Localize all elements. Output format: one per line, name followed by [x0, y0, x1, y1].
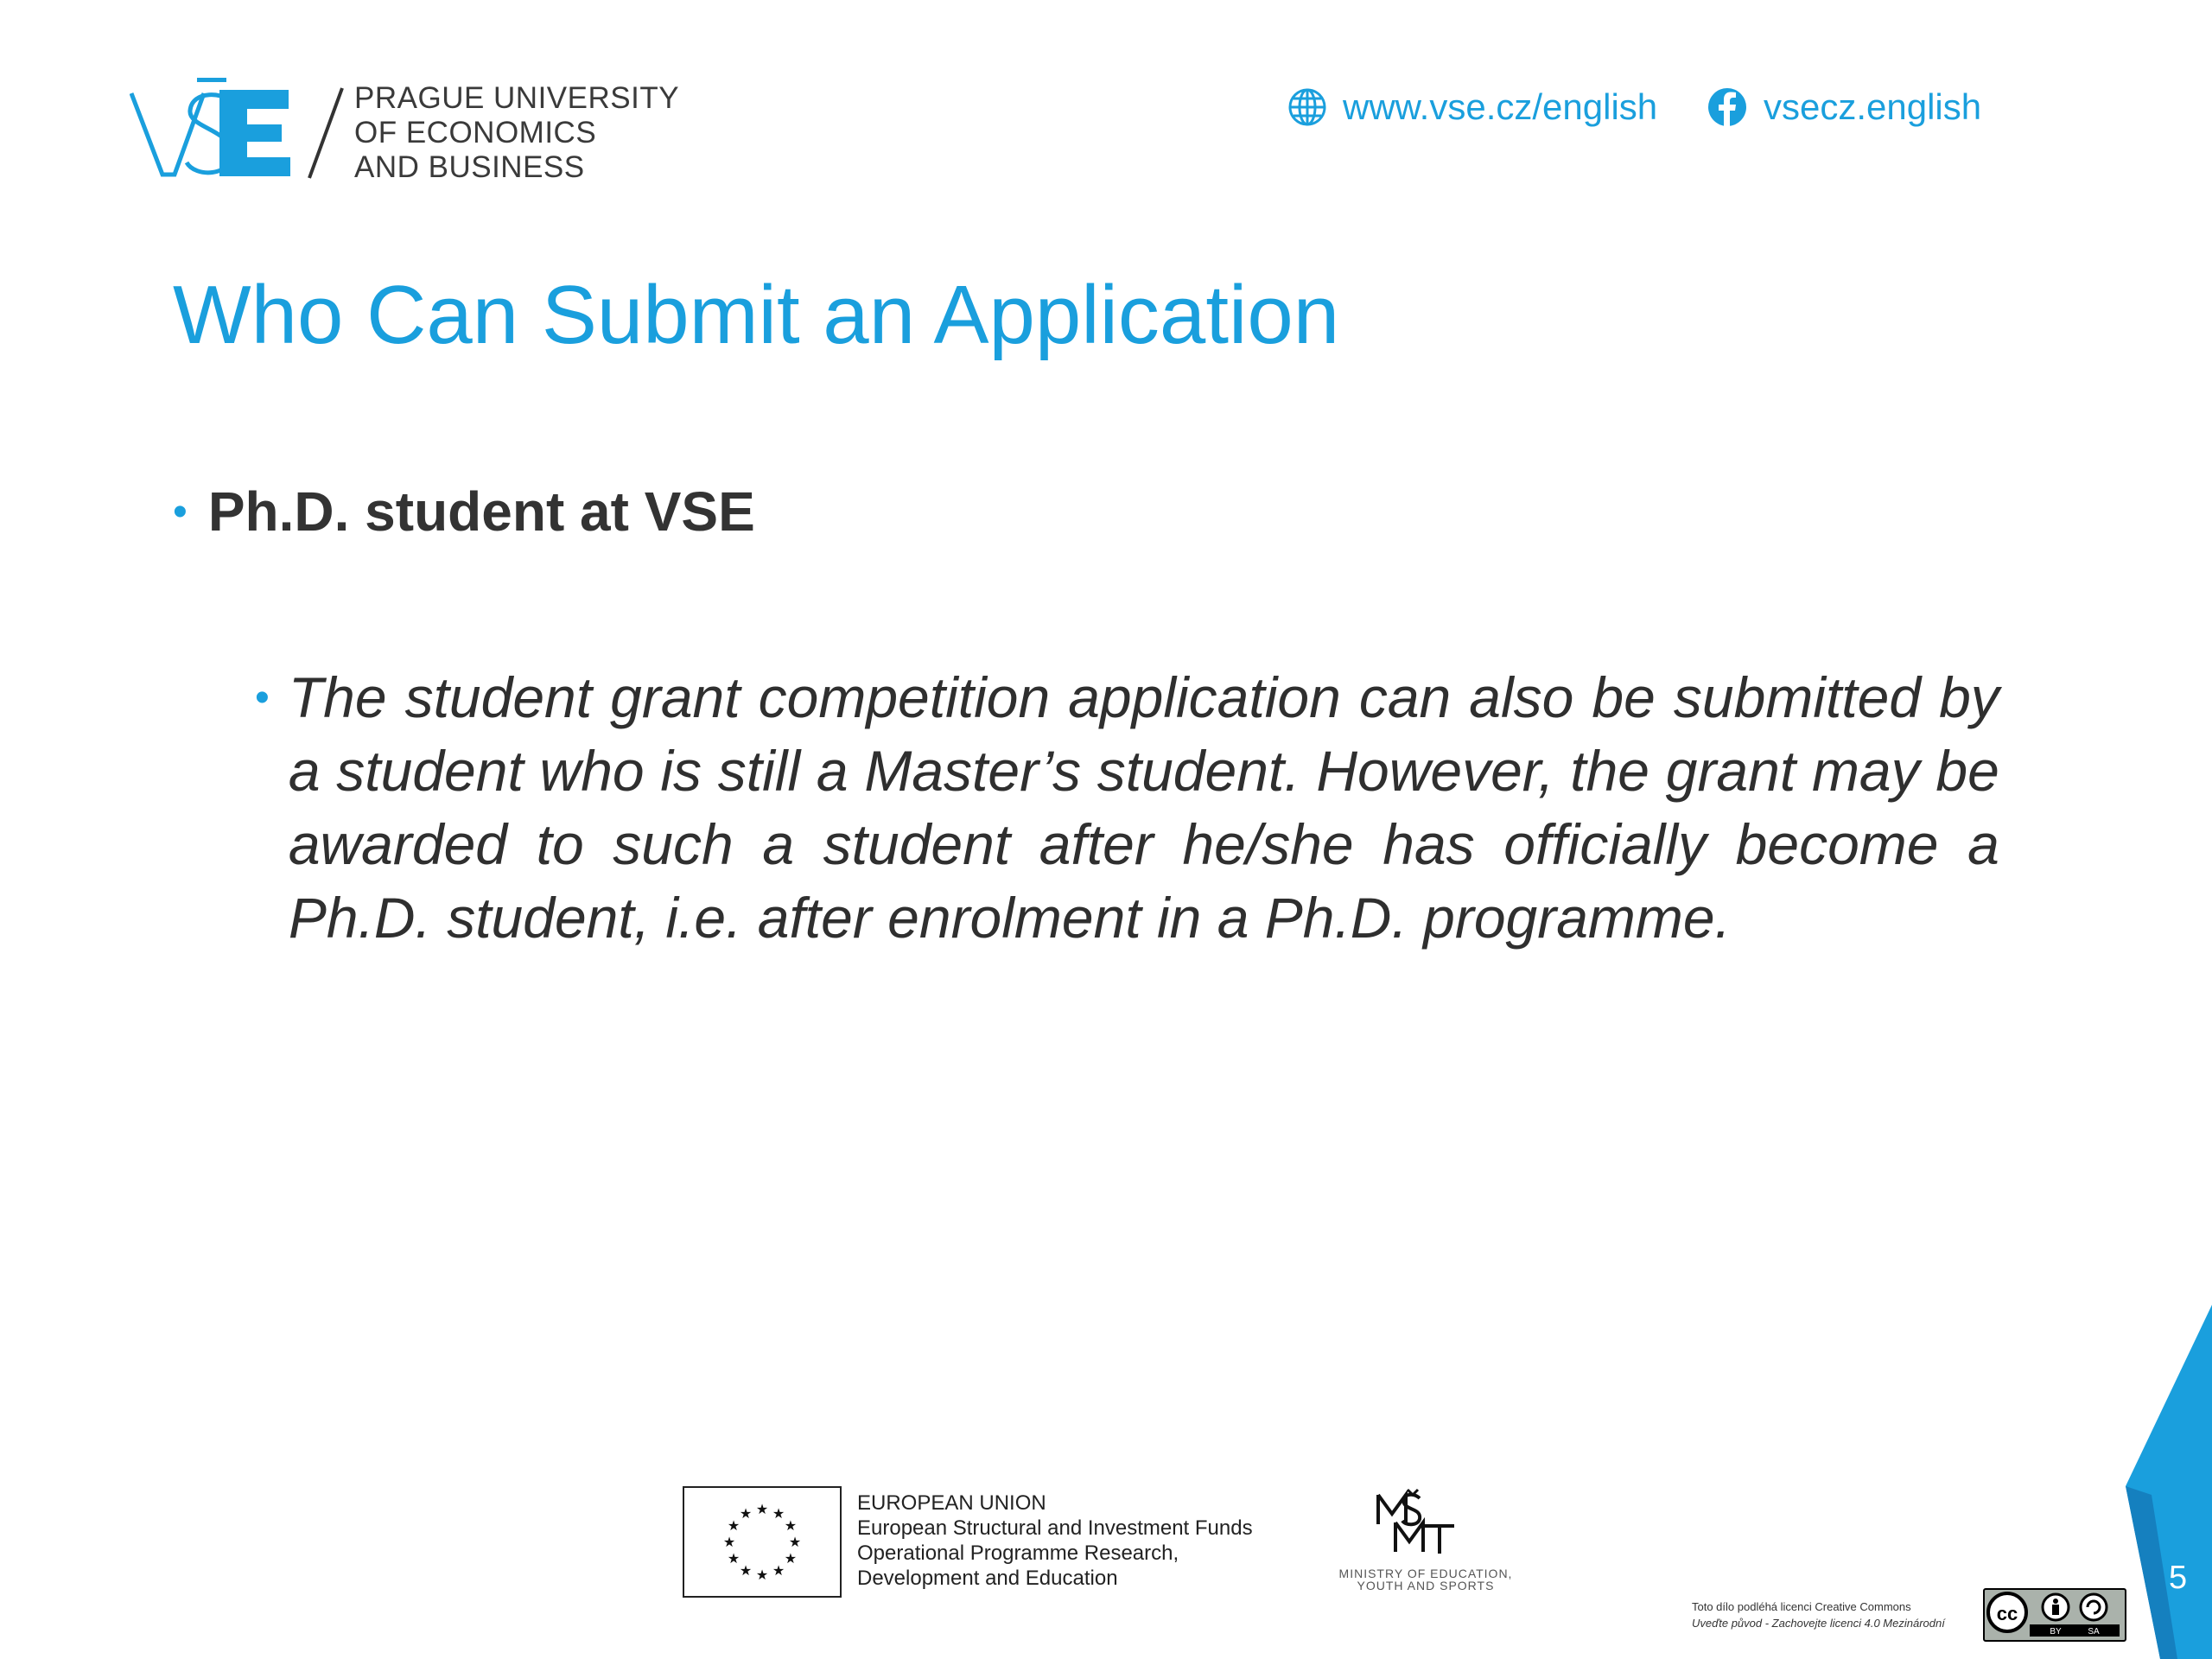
- eu-stars-icon: [684, 1488, 840, 1596]
- eu-star: ★: [788, 1534, 802, 1550]
- university-name-line: PRAGUE UNIVERSITY: [354, 81, 680, 115]
- bullet-level-1: [173, 480, 755, 543]
- eu-flag-logo: [683, 1486, 842, 1598]
- license-text-line: Uveďte původ - Zachovejte licenci 4.0 Mezinárodní: [1692, 1617, 1945, 1630]
- eu-star: ★: [784, 1550, 798, 1567]
- eu-star: ★: [784, 1517, 798, 1534]
- eu-star: ★: [772, 1561, 785, 1579]
- eu-funding-text: [857, 1491, 1253, 1591]
- msmt-mark-icon: [1318, 1488, 1534, 1566]
- license-text: [1692, 1599, 1945, 1631]
- cc-by-label: BY: [2050, 1627, 2062, 1637]
- eu-star: ★: [727, 1550, 741, 1567]
- license-text-line: Toto dílo podléhá licenci Creative Commons: [1692, 1600, 1911, 1613]
- eu-star: ★: [739, 1505, 753, 1522]
- ministry-logo: [1318, 1488, 1534, 1592]
- eu-star: ★: [722, 1534, 736, 1550]
- bullet-dot: •: [173, 488, 188, 535]
- facebook-link[interactable]: [1707, 83, 1981, 131]
- website-link[interactable]: [1287, 83, 1657, 131]
- cc-sa-label: SA: [2088, 1627, 2100, 1637]
- svg-text:cc: cc: [1996, 1603, 2018, 1624]
- eu-star: ★: [739, 1561, 753, 1579]
- eu-star: ★: [755, 1567, 769, 1583]
- globe-icon: [1287, 87, 1327, 127]
- vse-logo-mark: [130, 78, 354, 190]
- page-number: 5: [2169, 1560, 2188, 1596]
- creative-commons-icon: [1985, 1590, 2125, 1640]
- eu-star: ★: [727, 1517, 741, 1534]
- bullet-2-text: The student grant competition application can also be submitted by a student who is still a Master’s student. However, the grant may be awarded to such a student after he/she has officially become a Ph.D. student, i.e. after enrolment in a Ph.D. programme.: [288, 665, 1999, 950]
- ministry-label: [1318, 1567, 1534, 1592]
- slide-title: Who Can Submit an Application: [173, 269, 1340, 361]
- corner-decoration: [2126, 1305, 2212, 1659]
- ministry-label-line: MINISTRY OF EDUCATION,: [1338, 1567, 1513, 1580]
- eu-text-line: European Structural and Investment Funds: [857, 1516, 1253, 1540]
- eu-text-line: Development and Education: [857, 1567, 1118, 1590]
- vse-logo[interactable]: [130, 78, 680, 190]
- ministry-label-line: YOUTH AND SPORTS: [1357, 1579, 1495, 1592]
- facebook-icon: [1707, 86, 1748, 128]
- university-name: [354, 81, 679, 185]
- eu-text-line: EUROPEAN UNION: [857, 1491, 1046, 1515]
- eu-star: ★: [772, 1505, 785, 1522]
- website-link-text: www.vse.cz/english: [1343, 86, 1658, 127]
- university-name-line: AND BUSINESS: [354, 150, 585, 184]
- eu-text-line: Operational Programme Research,: [857, 1541, 1179, 1565]
- facebook-link-text: vsecz.english: [1764, 86, 1982, 127]
- bullet-1-text: Ph.D. student at VSE: [207, 480, 755, 543]
- bullet-dot: •: [255, 675, 270, 721]
- cc-by-sa-badge[interactable]: [1983, 1588, 2126, 1642]
- university-name-line: OF ECONOMICS: [354, 116, 597, 149]
- bullet-level-2: [255, 661, 2018, 955]
- eu-star: ★: [755, 1501, 769, 1517]
